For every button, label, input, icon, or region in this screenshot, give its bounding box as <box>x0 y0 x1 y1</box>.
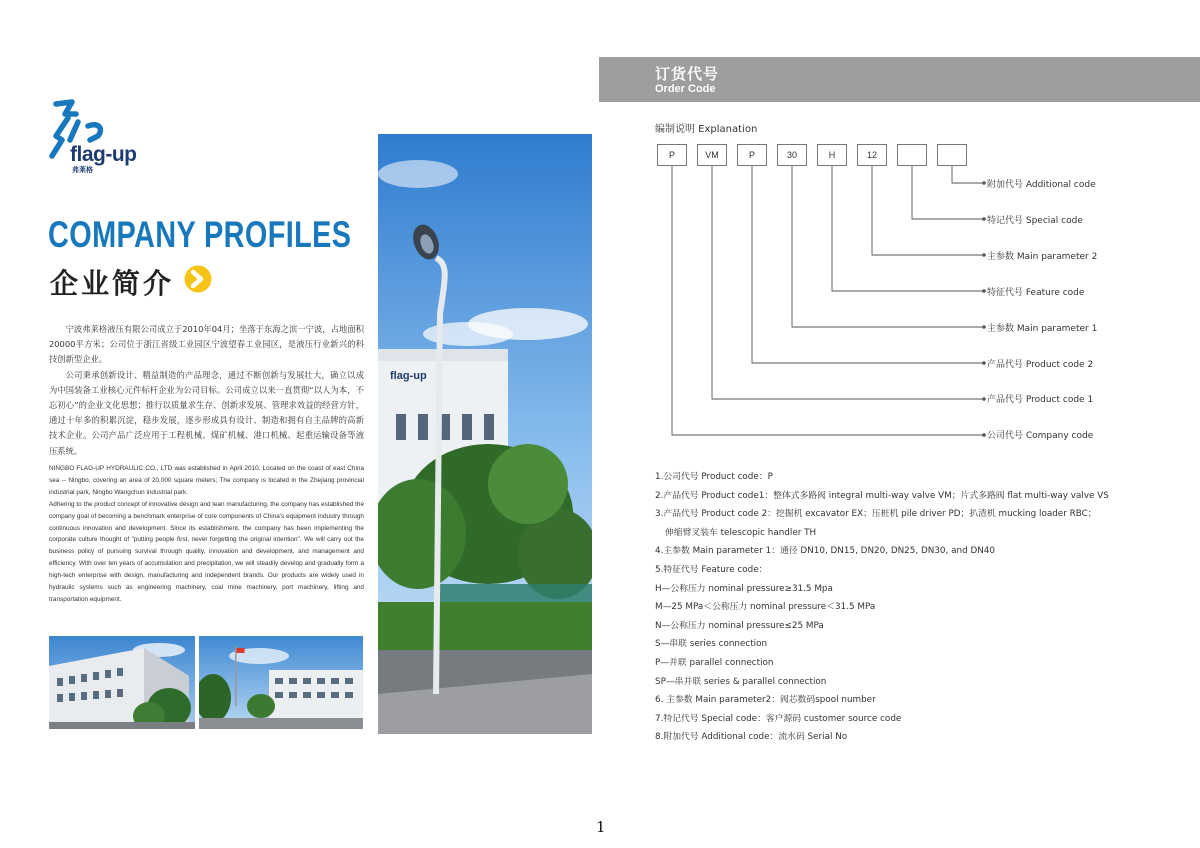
label-company-code: 公司代号 Company code <box>987 431 1094 441</box>
en-paragraph-2: Adhering to the product concept of innovative design and lean manufacturing, the company has established the company goal of becoming a benchmark enterprise of core components of China's equipment industry through continuous innovation and development. Since its establishment, the company has been implementing the corporate culture thought of "putting people first, never forgetting the original intention". We will carry out the business policy of pursuing survival through quality, innovation and development, and management and efficiency. With over ten years of accumulation and precipitation, we will steadily develop and gradually form a high-tech enterprise with design, manufacturing and independent brands. Our products are widely used in hydraulic systems such as engineering machinery, coal mine machinery, port machinery, lifting and transportation equipment. <box>49 500 364 603</box>
brand-wordmark-cn: 弗莱格 <box>72 166 93 174</box>
code-box-main-parameter-1: 30 <box>777 144 807 166</box>
order-code-title-cn: 订货代号 <box>655 65 720 83</box>
code-box-main-parameter-2: 12 <box>857 144 887 166</box>
note-line: 4.主参数 Main parameter 1：通径 DN10, DN15, DN20, DN25, DN30, and DN40 <box>655 546 995 557</box>
label-feature-code: 特征代号 Feature code <box>987 288 1085 298</box>
label-main-parameter-2: 主参数 Main parameter 2 <box>987 252 1098 262</box>
note-line: N—公称压力 nominal pressure≤25 MPa <box>655 620 824 631</box>
note-line: 2.产品代号 Product code1：整体式多路阀 integral multi-way valve VM；片式多路阀 flat multi-way valve VS <box>655 490 1109 501</box>
note-line: 3.产品代号 Product code 2：挖掘机 excavator EX；压桩机 pile driver PD；扒渣机 mucking loader RBC； <box>655 509 1097 520</box>
label-additional-code: 附加代号 Additional code <box>987 180 1096 190</box>
order-code-connector-lines <box>600 160 1200 450</box>
en-paragraph-1: NINGBO FLAG-UP HYDRAULIC CO., LTD was established in April 2010. Located on the coast of east China sea -- Ningbo, covering an area of 20,000 square meters; The company is located in the Zhejiang provincial industrial park, Ningbo Wangchun industrial park. <box>49 465 364 496</box>
svg-text:flag-up: flag-up <box>390 370 427 382</box>
label-product-code-2: 产品代号 Product code 2 <box>987 360 1094 370</box>
note-line: P—并联 parallel connection <box>655 657 774 668</box>
cn-paragraph-1: 宁波弗莱格液压有限公司成立于2010年04月；坐落于东海之滨一宁波，占地面积20000平方米；公司位于浙江省级工业园区宁波望春工业园区，是液压行业新兴的科技创新型企业。 <box>49 324 364 365</box>
cn-paragraph-2: 公司秉承创新设计、精益制造的产品理念，通过不断创新与发展壮大，确立以成为中国装备工业核心元件标杆企业为公司目标。公司成立以来一直贯彻“以人为本，不忘初心”的企业文化思想；推行以质量求生存、创新求发展、管理求效益的经营方针，通过十年多的积累沉淀，稳步发展，逐步形成具有设计、制造和拥有自主品牌的高新技术企业。公司产品广泛应用于工程机械、煤矿机械、港口机械、起重运输设备等液压系统。 <box>49 369 364 456</box>
company-profile-en-text <box>49 463 364 606</box>
building-streetlamp-photo <box>378 134 592 734</box>
note-line: 7.特记代号 Special code：客户源码 customer source code <box>655 713 902 724</box>
note-line: 6. 主参数 Main parameter2：阀芯数码spool number <box>655 695 876 706</box>
label-main-parameter-1: 主参数 Main parameter 1 <box>987 324 1098 334</box>
note-line: 8.附加代号 Additional code：流水码 Serial No <box>655 732 848 743</box>
factory-photo-left <box>49 636 195 729</box>
company-profiles-title-cn: 企业简介 <box>50 267 175 300</box>
order-code-notes <box>655 468 1195 747</box>
label-product-code-1: 产品代号 Product code 1 <box>987 395 1094 405</box>
note-line: 5.特征代号 Feature code： <box>655 564 768 575</box>
code-box-company: P <box>657 144 687 166</box>
note-line: M—25 MPa＜公称压力 nominal pressure＜31.5 MPa <box>655 602 876 613</box>
note-line: S—串联 series connection <box>655 639 768 650</box>
note-line: SP—串并联 series & parallel connection <box>655 676 827 687</box>
page-number: 1 <box>596 818 606 836</box>
brand-wordmark: flag-up <box>70 143 137 166</box>
code-box-feature: H <box>817 144 847 166</box>
explanation-label: 编制说明 Explanation <box>655 124 758 135</box>
note-line: 伸缩臂叉装车 telescopic handler TH <box>665 527 817 538</box>
label-special-code: 特记代号 Special code <box>987 216 1083 226</box>
code-box-product-2: P <box>737 144 767 166</box>
code-box-product-1: VM <box>697 144 727 166</box>
company-profiles-title: COMPANY PROFILES <box>48 214 352 255</box>
company-profile-cn-text <box>49 322 364 459</box>
note-line: H—公称压力 nominal pressure≥31.5 Mpa <box>655 583 833 594</box>
arrow-right-icon <box>184 265 212 293</box>
order-code-title-en: Order Code <box>655 83 716 95</box>
note-line: 1.公司代号 Product code：P <box>655 472 773 482</box>
campus-photo-right <box>199 636 363 729</box>
